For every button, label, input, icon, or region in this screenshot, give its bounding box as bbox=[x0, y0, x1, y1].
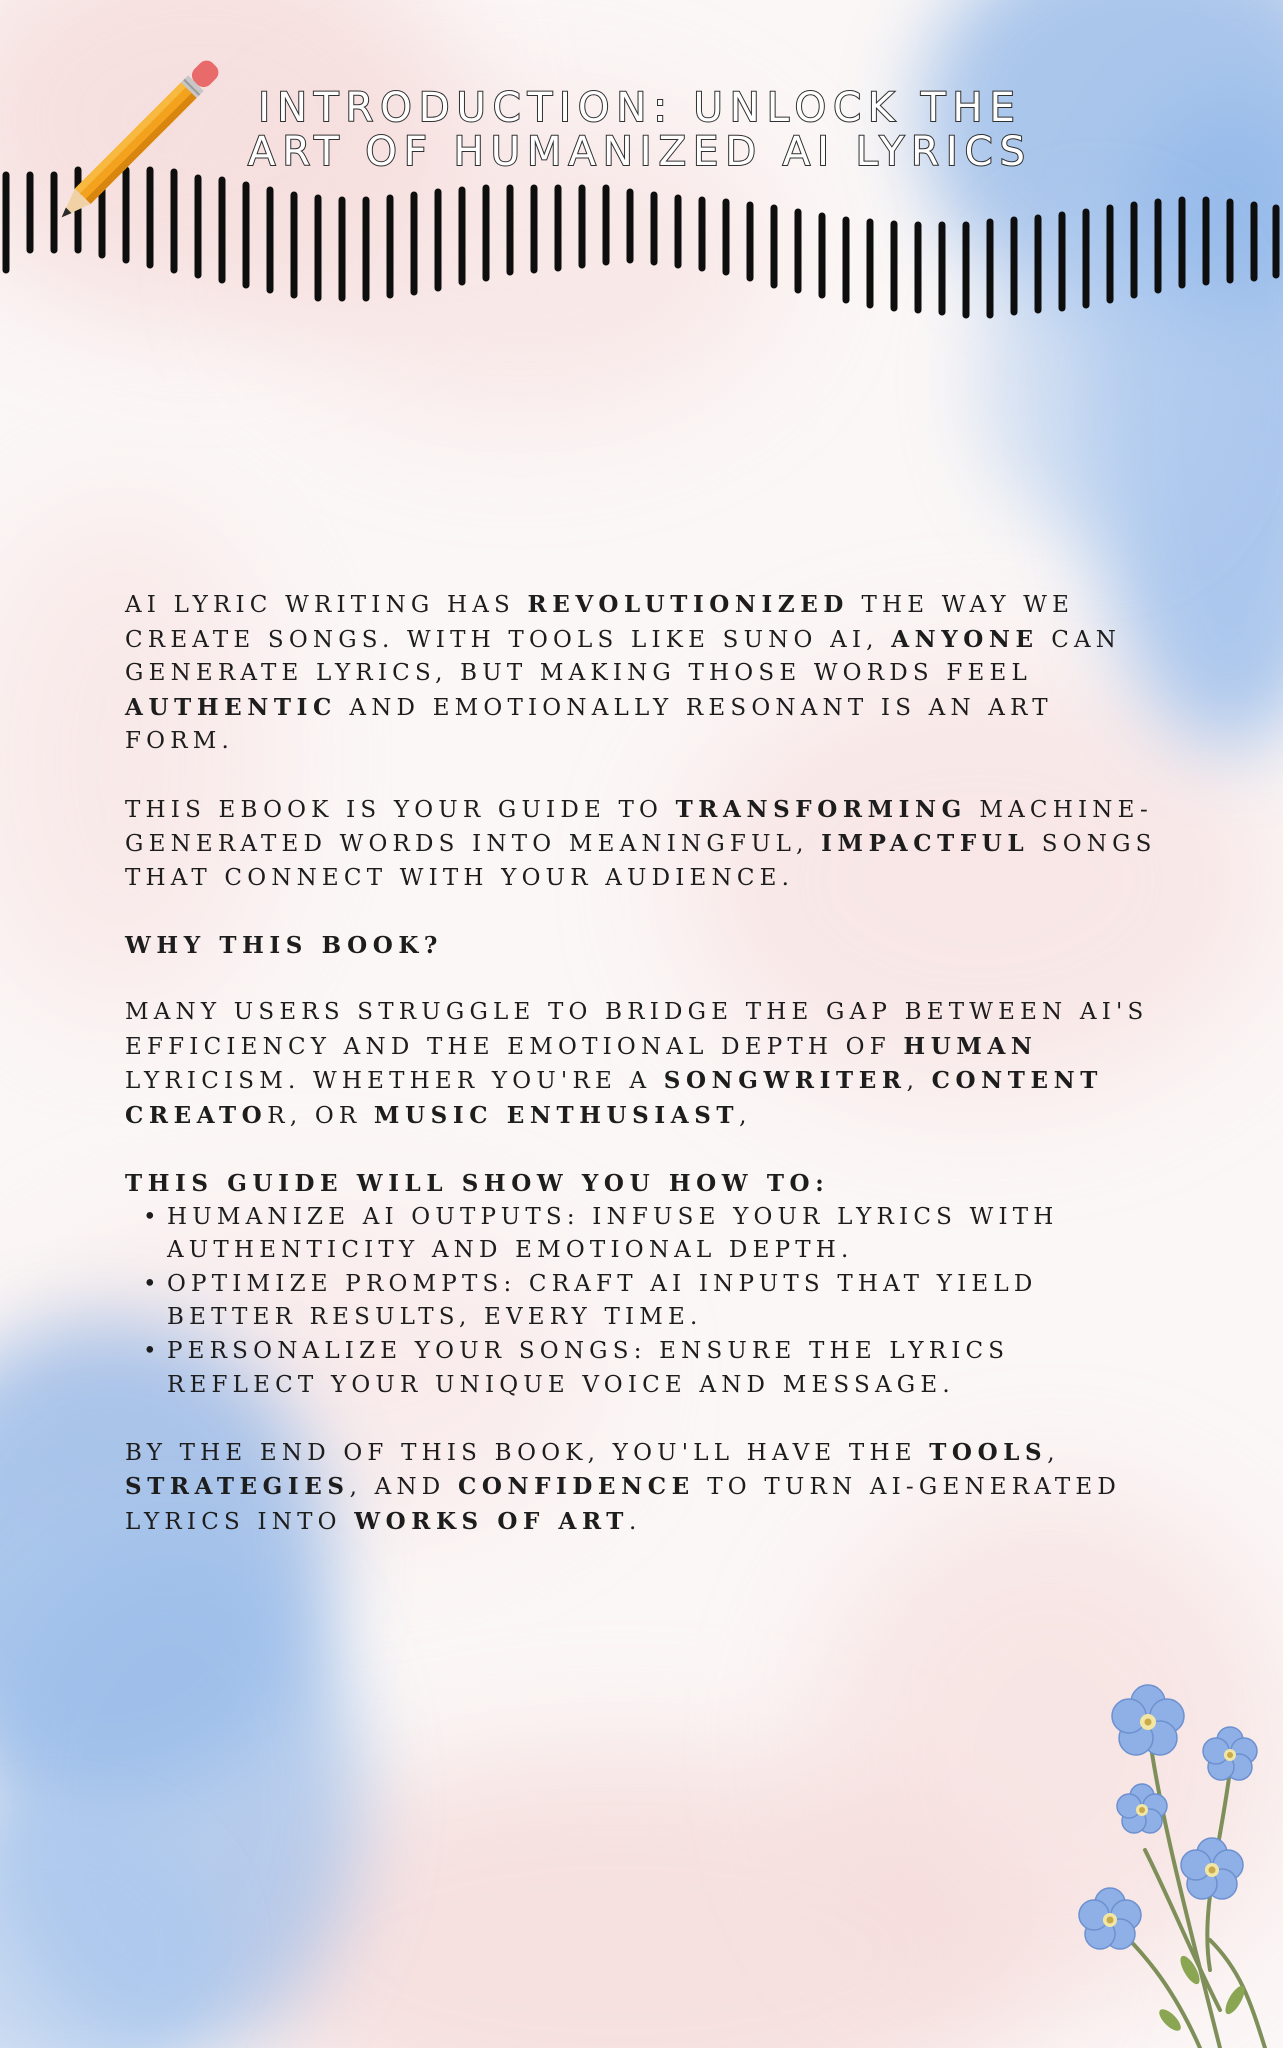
text-run: MANY USERS STRUGGLE TO BRIDGE THE GAP BETWEEN AI'S EFFICIENCY AND THE EMOTIONAL DEPTH OF bbox=[125, 999, 1149, 1060]
text-run: R, OR bbox=[267, 1102, 374, 1129]
emphasis: CONFIDENCE bbox=[457, 1473, 695, 1501]
bullet: • bbox=[143, 1270, 162, 1297]
text-run: , bbox=[906, 1068, 932, 1095]
emphasis: CONTENT CREATO bbox=[125, 1067, 1103, 1129]
text-run: BY THE END OF THIS BOOK, YOU'LL HAVE THE bbox=[125, 1439, 930, 1466]
text-run: AI LYRIC WRITING HAS bbox=[125, 592, 528, 618]
emphasis: ANYONE bbox=[891, 625, 1039, 653]
text-run: THIS EBOOK IS YOUR GUIDE TO bbox=[125, 796, 676, 823]
forget-me-not-flowers-icon bbox=[1050, 1650, 1283, 2048]
guide-list bbox=[125, 1201, 1165, 1403]
text-run: LYRICISM. WHETHER YOU'RE A bbox=[125, 1068, 664, 1095]
bullet: • bbox=[143, 1338, 162, 1365]
emphasis: SONGWRITER bbox=[663, 1067, 907, 1095]
emphasis: STRATEGIES bbox=[125, 1473, 350, 1501]
text-run: TO TURN AI-GENERATED LYRICS INTO bbox=[125, 1474, 1122, 1536]
text-run: MACHINE-GENERATED WORDS INTO MEANINGFUL, bbox=[125, 796, 1153, 858]
list-item bbox=[125, 1335, 1165, 1402]
intro-paragraph-1 bbox=[125, 588, 1165, 759]
page-title bbox=[200, 86, 1080, 174]
list-item-text: OPTIMIZE PROMPTS: CRAFT AI INPUTS THAT YIELD BETTER RESULTS, EVERY TIME. bbox=[167, 1270, 1038, 1331]
emphasis: REVOLUTIONIZED bbox=[527, 591, 849, 618]
guide-heading: THIS GUIDE WILL SHOW YOU HOW TO: bbox=[125, 1170, 830, 1198]
text-run: THE WAY WE CREATE SONGS. WITH TOOLS LIKE SUNO AI, bbox=[125, 592, 1075, 653]
text-run: , AND bbox=[349, 1474, 458, 1501]
title-line-2: ART OF HUMANIZED AI LYRICS bbox=[248, 129, 1032, 175]
emphasis: MUSIC ENTHUSIAST bbox=[373, 1101, 740, 1129]
list-item-text: PERSONALIZE YOUR SONGS: ENSURE THE LYRICS REFLECT YOUR UNIQUE VOICE AND MESSAGE. bbox=[167, 1338, 1010, 1398]
emphasis: TRANSFORMING bbox=[675, 795, 967, 823]
closing-paragraph bbox=[125, 1436, 1165, 1540]
text-run: , bbox=[1047, 1439, 1060, 1466]
list-item bbox=[125, 1268, 1165, 1335]
text-run: , bbox=[739, 1102, 752, 1129]
why-paragraph bbox=[125, 996, 1165, 1133]
emphasis: HUMAN bbox=[903, 1032, 1038, 1060]
emphasis: TOOLS bbox=[929, 1438, 1048, 1466]
list-item-text: HUMANIZE AI OUTPUTS: INFUSE YOUR LYRICS WITH AUTHENTICITY AND EMOTIONAL DEPTH. bbox=[167, 1203, 1059, 1264]
text-run: SONGS THAT CONNECT WITH YOUR AUDIENCE. bbox=[125, 831, 1157, 891]
intro-content bbox=[125, 588, 1165, 1573]
text-run: . bbox=[629, 1509, 642, 1536]
title-line-1: INTRODUCTION: UNLOCK THE bbox=[258, 85, 1022, 131]
list-item bbox=[125, 1201, 1165, 1268]
emphasis: IMPACTFUL bbox=[821, 830, 1030, 858]
intro-paragraph-2 bbox=[125, 793, 1165, 896]
emphasis: WORKS OF ART bbox=[354, 1508, 630, 1536]
text-run: CAN GENERATE LYRICS, BUT MAKING THOSE WORDS FEEL bbox=[125, 626, 1122, 687]
emphasis: AUTHENTIC bbox=[125, 693, 337, 721]
text-run: AND EMOTIONALLY RESONANT IS AN ART FORM. bbox=[125, 694, 1053, 755]
bullet: • bbox=[143, 1203, 162, 1230]
why-heading: WHY THIS BOOK? bbox=[125, 931, 444, 959]
